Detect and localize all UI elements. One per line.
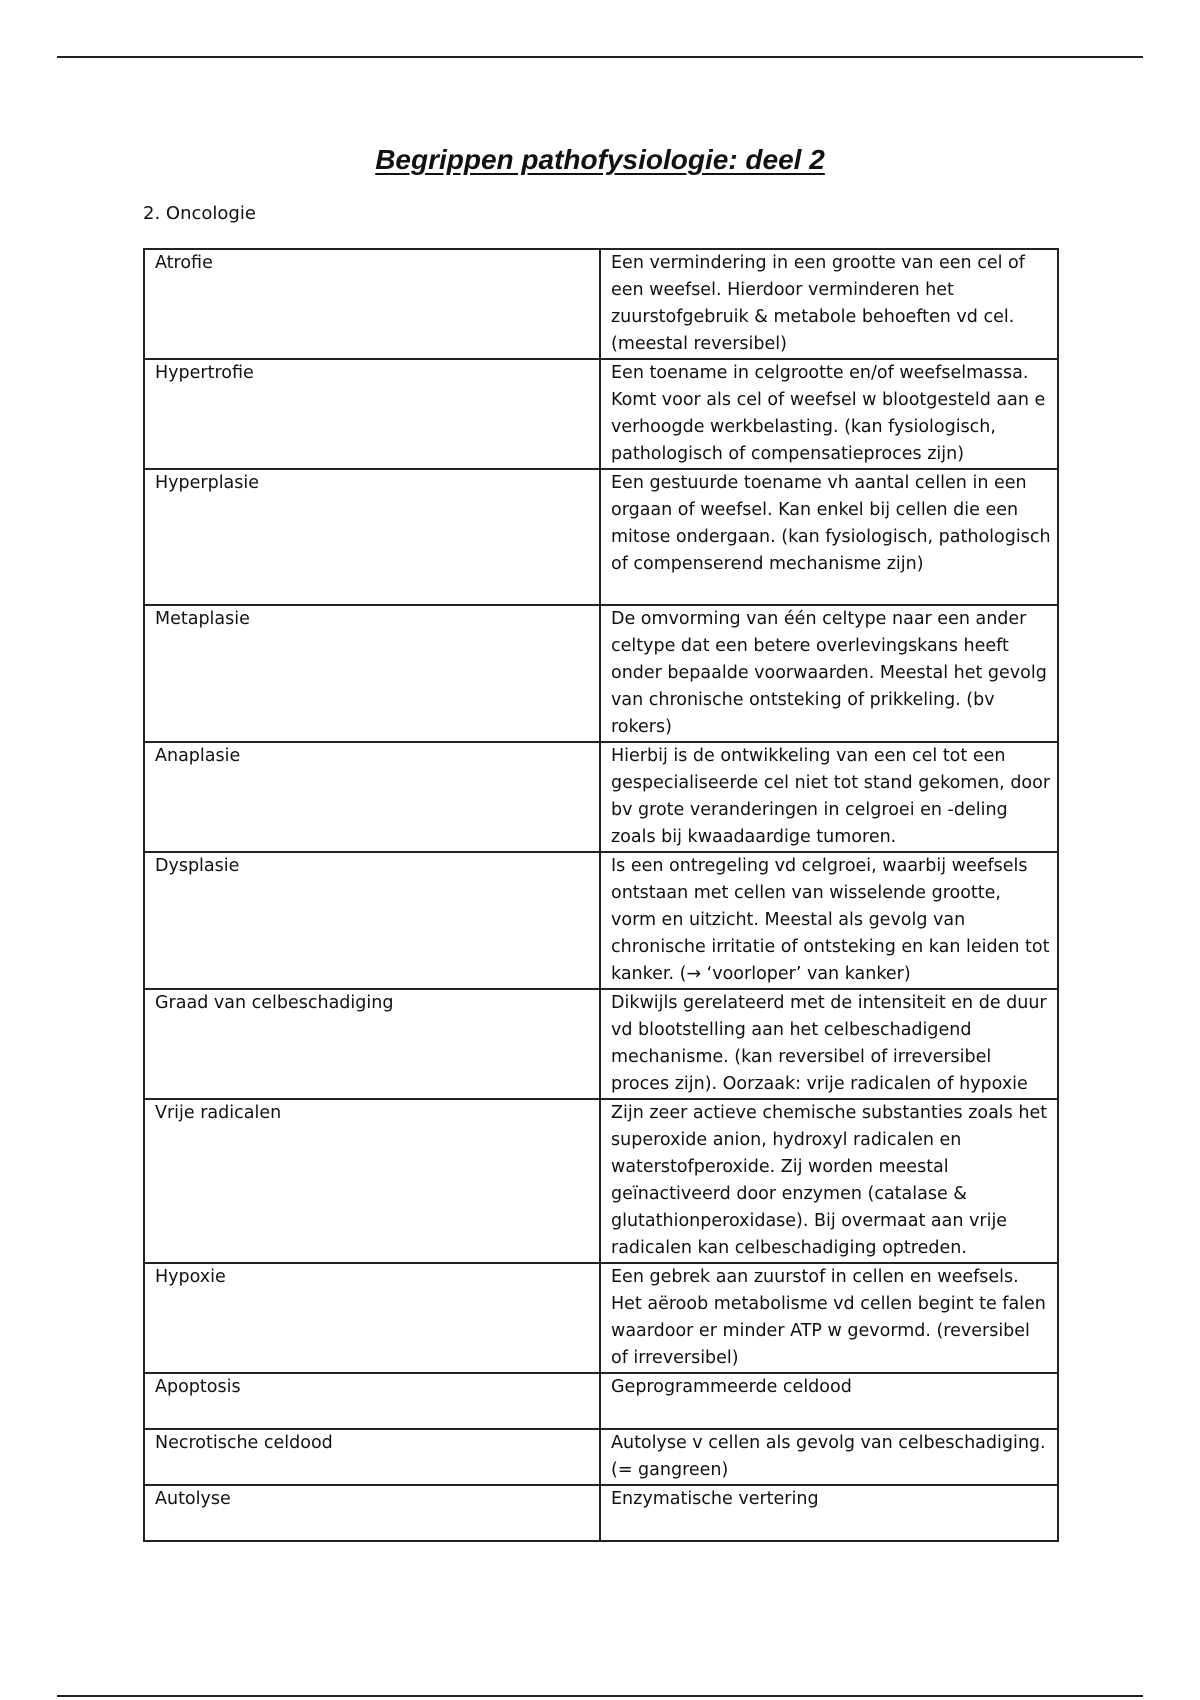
- table-row: [144, 1099, 1058, 1263]
- definition-cell: De omvorming van één celtype naar een ander celtype dat een betere overlevingskans heeft onder bepaalde voorwaarden. Meestal het gevolg van chronische ontsteking of prikkeling. (bv rokers): [600, 605, 1058, 742]
- definitions-table: [143, 248, 1059, 1542]
- document-title: Begrippen pathofysiologie: deel 2: [375, 144, 825, 175]
- definition-cell: Autolyse v cellen als gevolg van celbeschadiging. (= gangreen): [600, 1429, 1058, 1485]
- footer-rule: [57, 1695, 1143, 1697]
- term-cell: Anaplasie: [144, 742, 600, 852]
- definition-cell: Geprogrammeerde celdood: [600, 1373, 1058, 1429]
- section-heading: 2. Oncologie: [143, 203, 256, 224]
- table-row: [144, 249, 1058, 359]
- definition-cell: Is een ontregeling vd celgroei, waarbij weefsels ontstaan met cellen van wisselende grootte, vorm en uitzicht. Meestal als gevolg van chronische irritatie of ontsteking en kan leiden tot kanker. (→ ‘voorloper’ van kanker): [600, 852, 1058, 989]
- definition-cell: Enzymatische vertering: [600, 1485, 1058, 1541]
- term-cell: Apoptosis: [144, 1373, 600, 1429]
- term-cell: Hypertrofie: [144, 359, 600, 469]
- table-row: [144, 1373, 1058, 1429]
- term-cell: Metaplasie: [144, 605, 600, 742]
- definition-cell: Hierbij is de ontwikkeling van een cel tot een gespecialiseerde cel niet tot stand gekomen, door bv grote veranderingen in celgroei en -deling zoals bij kwaadaardige tumoren.: [600, 742, 1058, 852]
- table-row: [144, 605, 1058, 742]
- definition-cell: Een gebrek aan zuurstof in cellen en weefsels. Het aëroob metabolisme vd cellen begint te falen waardoor er minder ATP w gevormd. (reversibel of irreversibel): [600, 1263, 1058, 1373]
- term-cell: Autolyse: [144, 1485, 600, 1541]
- table-row: [144, 1429, 1058, 1485]
- term-cell: Hyperplasie: [144, 469, 600, 605]
- table-row: [144, 1263, 1058, 1373]
- table-row: [144, 1485, 1058, 1541]
- definition-cell: Een gestuurde toename vh aantal cellen in een orgaan of weefsel. Kan enkel bij cellen die een mitose ondergaan. (kan fysiologisch, pathologisch of compenserend mechanisme zijn): [600, 469, 1058, 605]
- term-cell: Hypoxie: [144, 1263, 600, 1373]
- term-cell: Atrofie: [144, 249, 600, 359]
- definition-cell: Een vermindering in een grootte van een cel of een weefsel. Hierdoor verminderen het zuurstofgebruik & metabole behoeften vd cel. (meestal reversibel): [600, 249, 1058, 359]
- table-row: [144, 852, 1058, 989]
- term-cell: Vrije radicalen: [144, 1099, 600, 1263]
- definition-cell: Zijn zeer actieve chemische substanties zoals het superoxide anion, hydroxyl radicalen en waterstofperoxide. Zij worden meestal geïnactiveerd door enzymen (catalase & glutathionperoxidase). Bij overmaat aan vrije radicalen kan celbeschadiging optreden.: [600, 1099, 1058, 1263]
- definition-cell: Een toename in celgrootte en/of weefselmassa. Komt voor als cel of weefsel w blootgesteld aan e verhoogde werkbelasting. (kan fysiologisch, pathologisch of compensatieproces zijn): [600, 359, 1058, 469]
- header-rule: [57, 56, 1143, 58]
- table-row: [144, 742, 1058, 852]
- term-cell: Necrotische celdood: [144, 1429, 600, 1485]
- definition-cell: Dikwijls gerelateerd met de intensiteit en de duur vd blootstelling aan het celbeschadigend mechanisme. (kan reversibel of irreversibel proces zijn). Oorzaak: vrije radicalen of hypoxie: [600, 989, 1058, 1099]
- table-row: [144, 359, 1058, 469]
- table-row: [144, 469, 1058, 605]
- table-row: [144, 989, 1058, 1099]
- term-cell: Dysplasie: [144, 852, 600, 989]
- term-cell: Graad van celbeschadiging: [144, 989, 600, 1099]
